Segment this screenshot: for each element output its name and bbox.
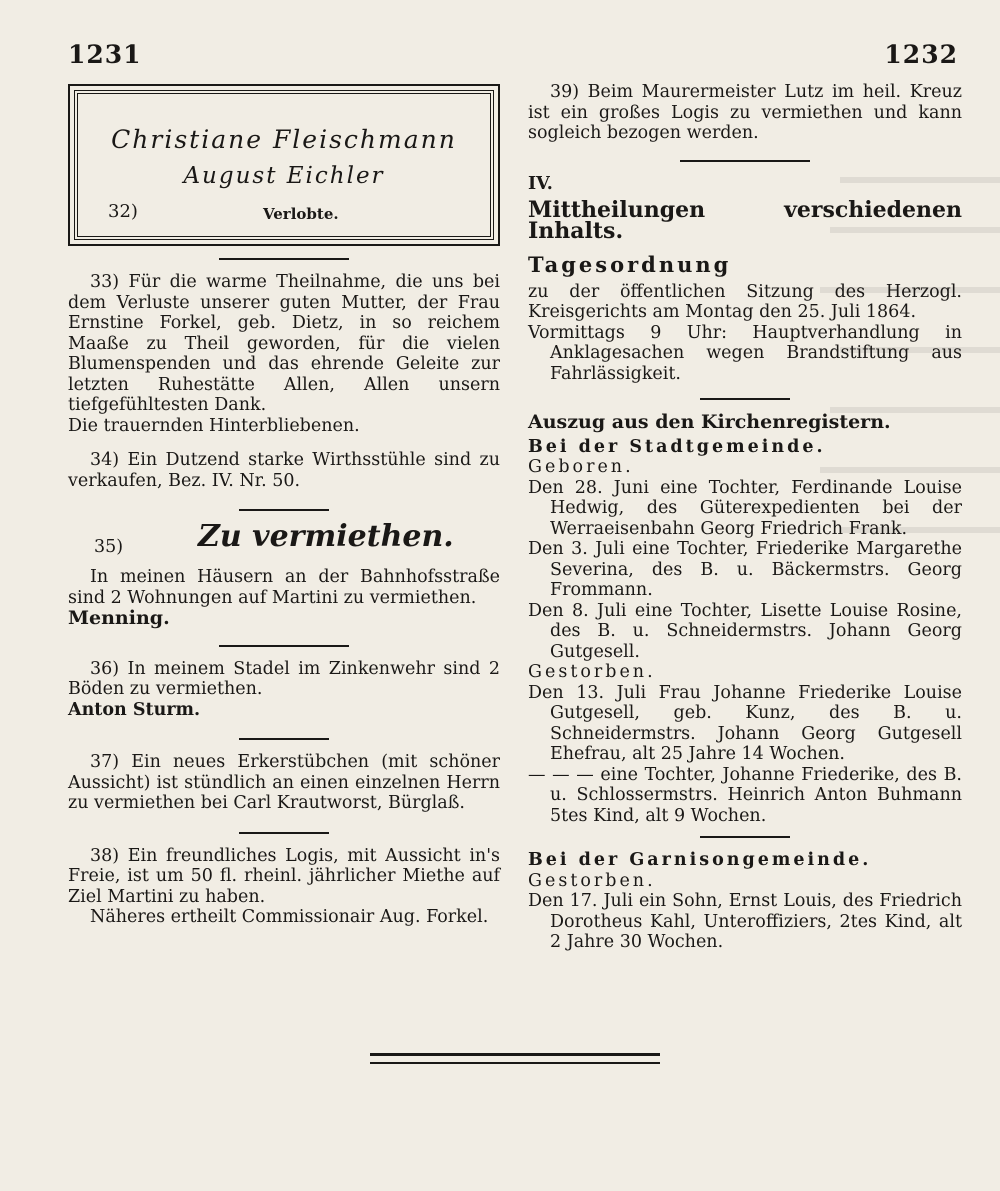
notice-35-heading: Zu vermiethen. bbox=[198, 519, 454, 554]
notice-36-text: 36) In meinem Stadel im Zinkenwehr sind 2 Böden zu vermiethen. bbox=[68, 658, 500, 699]
closing-double-rule bbox=[370, 1053, 660, 1064]
born-heading: Geboren. bbox=[528, 457, 634, 477]
notice-35-text: In meinen Häusern an der Bahnhofsstraße sind 2 Wohnungen auf Martini zu vermiethen. bbox=[68, 567, 500, 608]
garrison-parish-heading: Bei der Garnisongemeinde. bbox=[528, 850, 872, 870]
engagement-label: Verlobte. bbox=[263, 205, 339, 223]
agenda-text: zu der öffentlichen Sitzung des Herzogl. Kreisgerichts am Montag den 25. Juli 1864. bbox=[528, 281, 962, 322]
died-heading: Gestorben. bbox=[528, 662, 656, 682]
divider bbox=[219, 258, 349, 260]
death-entry: — — — eine Tochter, Johanne Friederike, des B. u. Schlossermstrs. Heinrich Anton Buhmann 5tes Kind, alt 9 Wochen. bbox=[528, 764, 962, 826]
divider bbox=[700, 836, 790, 838]
birth-entry: Den 28. Juni eine Tochter, Ferdinande Louise Hedwig, des Güterexpedienten bei der Werraeisenbahn Georg Friedrich Frank. bbox=[528, 477, 962, 539]
agenda-title: Tagesordnung bbox=[528, 252, 732, 277]
notice-38-info: Näheres ertheilt Commissionair Aug. Forkel. bbox=[90, 907, 489, 927]
divider bbox=[680, 160, 810, 162]
agenda-item: Vormittags 9 Uhr: Hauptverhandlung in Anklagesachen wegen Brandstiftung aus Fahrlässigkeit. bbox=[528, 322, 962, 384]
page-number-right: 1232 bbox=[884, 40, 958, 69]
birth-entry: Den 8. Juli eine Tochter, Lisette Louise Rosine, des B. u. Schneidermstrs. Johann Georg Gutgesell. bbox=[528, 600, 962, 662]
page-number-left: 1231 bbox=[68, 40, 142, 69]
notice-35-signature: Menning. bbox=[68, 607, 170, 629]
left-column bbox=[68, 82, 500, 928]
divider bbox=[239, 832, 329, 834]
notice-35-number: 35) bbox=[94, 537, 124, 557]
city-parish-heading: Bei der Stadtgemeinde. bbox=[528, 436, 826, 457]
divider bbox=[700, 398, 790, 400]
divider bbox=[219, 645, 349, 647]
notice-34-text: 34) Ein Dutzend starke Wirthsstühle sind zu verkaufen, Bez. IV. Nr. 50. bbox=[68, 450, 500, 491]
divider bbox=[239, 509, 329, 511]
registry-title: Auszug aus den Kirchenregistern. bbox=[528, 411, 891, 433]
notice-33-text: 33) Für die warme Theilnahme, die uns bei dem Verluste unserer guten Mutter, der Frau Ernstine Forkel, geb. Dietz, in so reichem Maaße zu Theil geworden, für die vielen Blumenspenden und das ehrende Geleite zur letzten Ruhestätte Allen, Allen unsern tiefgefühltesten Dank. bbox=[68, 272, 500, 415]
notice-38-text: 38) Ein freundliches Logis, mit Aussicht in's Freie, ist um 50 fl. rheinl. jährlicher Miethe auf Ziel Martini zu haben. bbox=[68, 845, 500, 907]
notice-37-text: 37) Ein neues Erkerstübchen (mit schöner Aussicht) ist stündlich an einen einzelnen Herrn zu vermiethen bei Carl Krautworst, Bürglaß. bbox=[68, 752, 500, 813]
garrison-death-entry: Den 17. Juli ein Sohn, Ernst Louis, des Friedrich Dorotheus Kahl, Unteroffiziers, 2tes Kind, alt 2 Jahre 30 Wochen. bbox=[528, 891, 962, 952]
section-title: Mittheilungen verschiedenen Inhalts. bbox=[528, 197, 962, 244]
engagement-notice-box bbox=[74, 90, 494, 240]
notice-35-header bbox=[68, 519, 500, 567]
engagement-name-groom: August Eichler bbox=[183, 163, 385, 189]
birth-entry: Den 3. Juli eine Tochter, Friederike Margarethe Severina, des B. u. Bäckermstrs. Georg Frommann. bbox=[528, 539, 962, 600]
notice-36-signature: Anton Sturm. bbox=[68, 699, 201, 720]
notice-number: 32) bbox=[108, 201, 138, 222]
notice-33-signature: Die trauernden Hinterbliebenen. bbox=[68, 415, 360, 436]
garrison-died-heading: Gestorben. bbox=[528, 870, 656, 891]
divider bbox=[239, 738, 329, 740]
section-numeral: IV. bbox=[528, 173, 553, 194]
notice-39-text: 39) Beim Maurermeister Lutz im heil. Kreuz ist ein großes Logis zu vermiethen und kann sogleich bezogen werden. bbox=[528, 82, 962, 143]
engagement-name-bride: Christiane Fleischmann bbox=[111, 125, 457, 154]
death-entry: Den 13. Juli Frau Johanne Friederike Louise Gutgesell, geb. Kunz, des B. u. Schneidermstrs. Johann Georg Gutgesell Ehefrau, alt 25 Jahre 14 Wochen. bbox=[528, 682, 962, 764]
right-column bbox=[528, 82, 962, 953]
